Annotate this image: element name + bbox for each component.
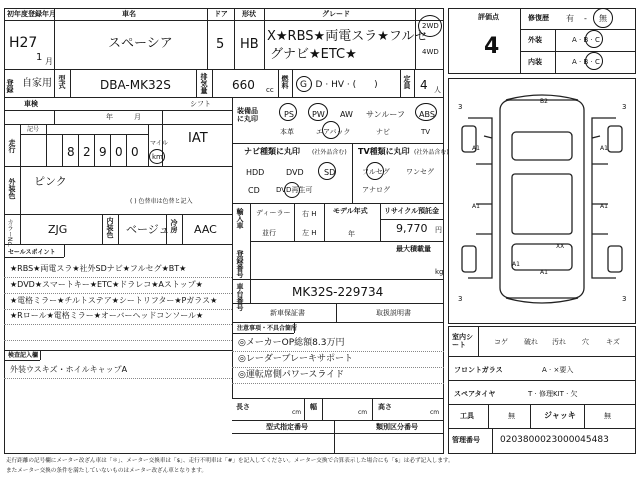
exterior-label: 外装 <box>528 36 542 44</box>
navi-dvd-play-circle <box>284 182 300 198</box>
ac-label: 冷房 <box>170 219 178 233</box>
month-unit: 月 <box>45 57 53 66</box>
interior-color-label: 内装色 <box>106 217 114 238</box>
inspector-title: 検査記入欄 <box>8 352 39 359</box>
tv-fullseg: フルセグ <box>362 168 390 176</box>
displacement: 660 <box>232 78 255 92</box>
note-line-1: ◎メーカーOP総額8.3万円 <box>238 338 345 348</box>
shift-label: シフト <box>190 100 211 108</box>
mark-a1-right-rear: A1 <box>600 203 608 210</box>
navi-dvd: DVD <box>286 168 304 177</box>
chassis-label: 車台番号 <box>236 283 244 311</box>
navi-cd: CD <box>248 186 260 195</box>
exterior-color: ピンク <box>34 175 67 188</box>
sales-point-1: ★RBS★両電スラ★社外SDナビ★フルセグ★BT★ <box>10 264 187 273</box>
seat-item-3: 汚れ <box>552 338 566 346</box>
interior-seat-label: 室内シート <box>452 333 473 350</box>
footer-line-1: 走行距離の記号欄にメーター改ざん車は「＊」、メーター交換車は「$」、走行不明車は「#」を記入してください。メーター交換で合算表示した場合にも「$」は必ず記入します。 <box>6 458 454 464</box>
exterior-b-circle <box>585 30 603 48</box>
import-dealer: ディーラー <box>256 209 291 217</box>
navi-dvd-play: DVD再生可 <box>276 186 313 194</box>
inspection-label: 車検 <box>24 100 38 108</box>
shift-value: IAT <box>188 131 208 146</box>
import-left: 左 H <box>302 229 317 237</box>
navi-type-title: ナビ種類に丸印 <box>244 147 300 156</box>
mileage-digit-2: 2 <box>83 145 91 159</box>
color-change-note: ( ) 色替車は色替と記入 <box>130 198 193 205</box>
max-load-label: 最大積載量 <box>396 245 431 253</box>
mark-a1-rear-2: A1 <box>540 269 548 276</box>
defect-title: 注意事項・不具合箇所 <box>237 325 298 332</box>
shape: HB <box>240 37 259 52</box>
record-label: 記号 <box>27 126 40 133</box>
equip-airbag: エアバック <box>316 128 351 136</box>
sales-point-3: ★電格ミラー★チルトステア★シートリフター★Pガラス★ <box>10 296 218 305</box>
seat-item-4: 穴 <box>582 338 589 346</box>
side-3-br: 3 <box>622 295 627 303</box>
reg-no-label: 登録番号 <box>236 250 244 278</box>
interior-color: ベージュ <box>126 223 170 236</box>
drive-2wd-circle <box>418 15 442 37</box>
equip-pw-circle <box>308 103 328 121</box>
spare-tire-opts: T · 修理KIT · 欠 <box>528 390 578 398</box>
person-unit: 人 <box>434 86 441 94</box>
fuel-options: G · D · HV · ( ) <box>300 80 378 90</box>
mileage-digit-3: 9 <box>99 145 107 159</box>
jack-value: 無 <box>604 412 611 420</box>
new-car-warranty: 新車保証書 <box>270 309 305 317</box>
equip-leather: 本革 <box>280 128 294 136</box>
private-use: 自家用 <box>22 78 52 89</box>
interior-grades: A · B · C <box>572 58 600 66</box>
equip-tv: TV <box>421 128 431 136</box>
class-no-label: 類別区分番号 <box>376 423 418 431</box>
import-label: 輸入車 <box>236 208 244 229</box>
repair-no: 無 <box>599 14 607 23</box>
km-label: km <box>152 153 163 161</box>
model-year-label: モデル年式 <box>333 207 368 215</box>
sales-point-4: ★Rロール★電格ミラー★オーバーヘッドコンソール★ <box>10 311 204 320</box>
sales-point-2: ★DVD★スマートキー★ETC★ドラレコ★Aストップ★ <box>10 280 203 289</box>
height-label: 高さ <box>378 403 392 411</box>
mark-a1-left-rear: A1 <box>472 203 480 210</box>
mark-xx: XX <box>556 243 565 250</box>
manual: 取扱説明書 <box>376 309 411 317</box>
recycle-value: 9,770 <box>396 222 428 235</box>
mileage-digit-4: 0 <box>115 145 123 159</box>
mileage-digit-5: 0 <box>131 145 139 159</box>
height-unit: cm <box>430 409 440 416</box>
import-right: 右 H <box>302 210 317 218</box>
score-value: 4 <box>484 34 500 59</box>
repair-label: 修復歴 <box>528 14 549 22</box>
fuel-label: 燃料 <box>281 75 289 89</box>
mileage-digit-1: 8 <box>67 145 75 159</box>
tv-fullseg-circle <box>366 162 384 180</box>
grade-line-1: X★RBS★両電スラ★フルセ <box>267 29 428 44</box>
equip-abs-circle <box>415 103 437 121</box>
inspector-text: 外装ウスキズ・ホイルキャップA <box>10 365 128 374</box>
tv-type-title: TV種類に丸印 <box>358 147 410 156</box>
repair-dash: - <box>584 14 587 23</box>
grade-line-2: グナビ★ETC★ <box>270 47 357 62</box>
equip-ps-circle <box>279 103 297 121</box>
capacity-label: 定員 <box>403 75 411 89</box>
seat-item-5: キズ <box>606 338 620 346</box>
type-cert-label: 型式指定番号 <box>266 423 308 431</box>
width-label: 幅 <box>310 403 317 411</box>
interior-label: 内装 <box>528 58 542 66</box>
drive-2wd: 2WD <box>422 22 439 30</box>
model-code: DBA-MK32S <box>100 78 171 92</box>
car-name-label: 車名 <box>122 10 136 18</box>
reg-label: 登録 <box>6 79 14 93</box>
footer-line-2: またメーター交換の条件を満たしていないものはメーター改ざん車となります。 <box>6 468 207 474</box>
seat-item-2: 破れ <box>524 338 538 346</box>
first-reg-label: 初年度登録年月 <box>7 10 56 18</box>
ac-value: AAC <box>194 223 217 236</box>
repair-yes: 有 <box>566 14 574 23</box>
equip-aw: AW <box>340 110 353 119</box>
inspection-month-unit: 月 <box>134 113 141 121</box>
tools-value: 無 <box>508 412 515 420</box>
displacement-label: 排気量 <box>200 73 208 94</box>
km-circle <box>149 149 165 164</box>
mark-b2: B2 <box>540 98 548 105</box>
mileage-section-label: 走行 <box>8 139 16 153</box>
model-label: 型式 <box>58 75 66 89</box>
windshield-opts: A · ×要入 <box>542 366 574 374</box>
windshield-label: フロントガラス <box>454 366 503 374</box>
score-label: 評価点 <box>478 13 499 21</box>
interior-b-circle <box>585 52 603 70</box>
width-unit: cm <box>358 409 368 416</box>
equip-abs: ABS <box>419 110 435 119</box>
first-reg-year: H27 <box>9 35 38 51</box>
equip-ps: PS <box>284 110 294 119</box>
side-3-bl: 3 <box>458 295 463 303</box>
length-unit: cm <box>292 409 302 416</box>
repair-no-circle <box>593 8 613 28</box>
door-label: ドア <box>214 10 228 18</box>
navi-type-sub: (社外品含む) <box>312 149 347 156</box>
mark-a1-right-front: A1 <box>600 145 608 152</box>
color-no: ZJG <box>48 223 68 236</box>
sales-points-title: セールスポイント <box>8 249 56 256</box>
equip-sunroof: サンルーフ <box>366 110 405 119</box>
model-year-unit: 年 <box>348 230 355 238</box>
doors: 5 <box>216 37 225 52</box>
capacity: 4 <box>420 78 428 92</box>
chassis-no: MK32S-229734 <box>292 285 384 299</box>
exterior-grades: A · B · C <box>572 36 600 44</box>
seat-item-1: コゲ <box>494 338 508 346</box>
grade-label: グレード <box>322 10 350 18</box>
cc-unit: cc <box>266 86 274 94</box>
recycle-label: リサイクル預託金 <box>384 207 440 215</box>
side-3-tr: 3 <box>622 103 627 111</box>
shape-label: 形状 <box>242 10 256 18</box>
car-name: スペーシア <box>108 36 173 51</box>
navi-hdd: HDD <box>246 168 265 177</box>
navi-sd-circle <box>318 162 336 180</box>
note-line-3: ◎運転席側パワースライド <box>238 370 345 380</box>
mark-a1-left-front: A1 <box>472 145 480 152</box>
first-reg-month: 1 <box>36 52 43 63</box>
equip-navi: ナビ <box>376 128 390 136</box>
tv-analog: アナログ <box>362 186 390 194</box>
fuel-g-circle <box>296 76 312 92</box>
inspection-year-unit: 年 <box>106 113 113 121</box>
tv-type-sub: (社外品含む) <box>414 149 449 156</box>
mgmt-no: 0203800023000045483 <box>500 435 609 445</box>
equip-airbag-circle <box>322 121 340 139</box>
tv-oneseg: ワンセグ <box>406 168 434 176</box>
color-section-label: 外装色 <box>8 178 16 199</box>
mgmt-no-label: 管理番号 <box>452 436 480 444</box>
color-no-label: カラーNo. <box>6 219 13 247</box>
car-diagram-svg <box>448 78 636 324</box>
spare-tire-label: スペアタイヤ <box>454 390 496 398</box>
length-label: 長さ <box>236 403 250 411</box>
import-parallel: 並行 <box>262 229 276 237</box>
equip-pw: PW <box>312 110 325 119</box>
navi-sd: SD <box>324 168 336 177</box>
tools-label: 工具 <box>460 412 474 420</box>
mile-label: マイル <box>150 140 168 147</box>
drive-4wd: 4WD <box>422 48 439 56</box>
note-line-2: ◎レーダーブレーキサポート <box>238 354 354 364</box>
yen-unit: 円 <box>435 226 442 234</box>
max-load-unit: kg <box>435 268 444 276</box>
mark-a1-rear-1: A1 <box>512 261 520 268</box>
side-3-tl: 3 <box>458 103 463 111</box>
equipment-title: 装備品に丸印 <box>237 107 258 124</box>
jack-label: ジャッキ <box>544 411 576 420</box>
